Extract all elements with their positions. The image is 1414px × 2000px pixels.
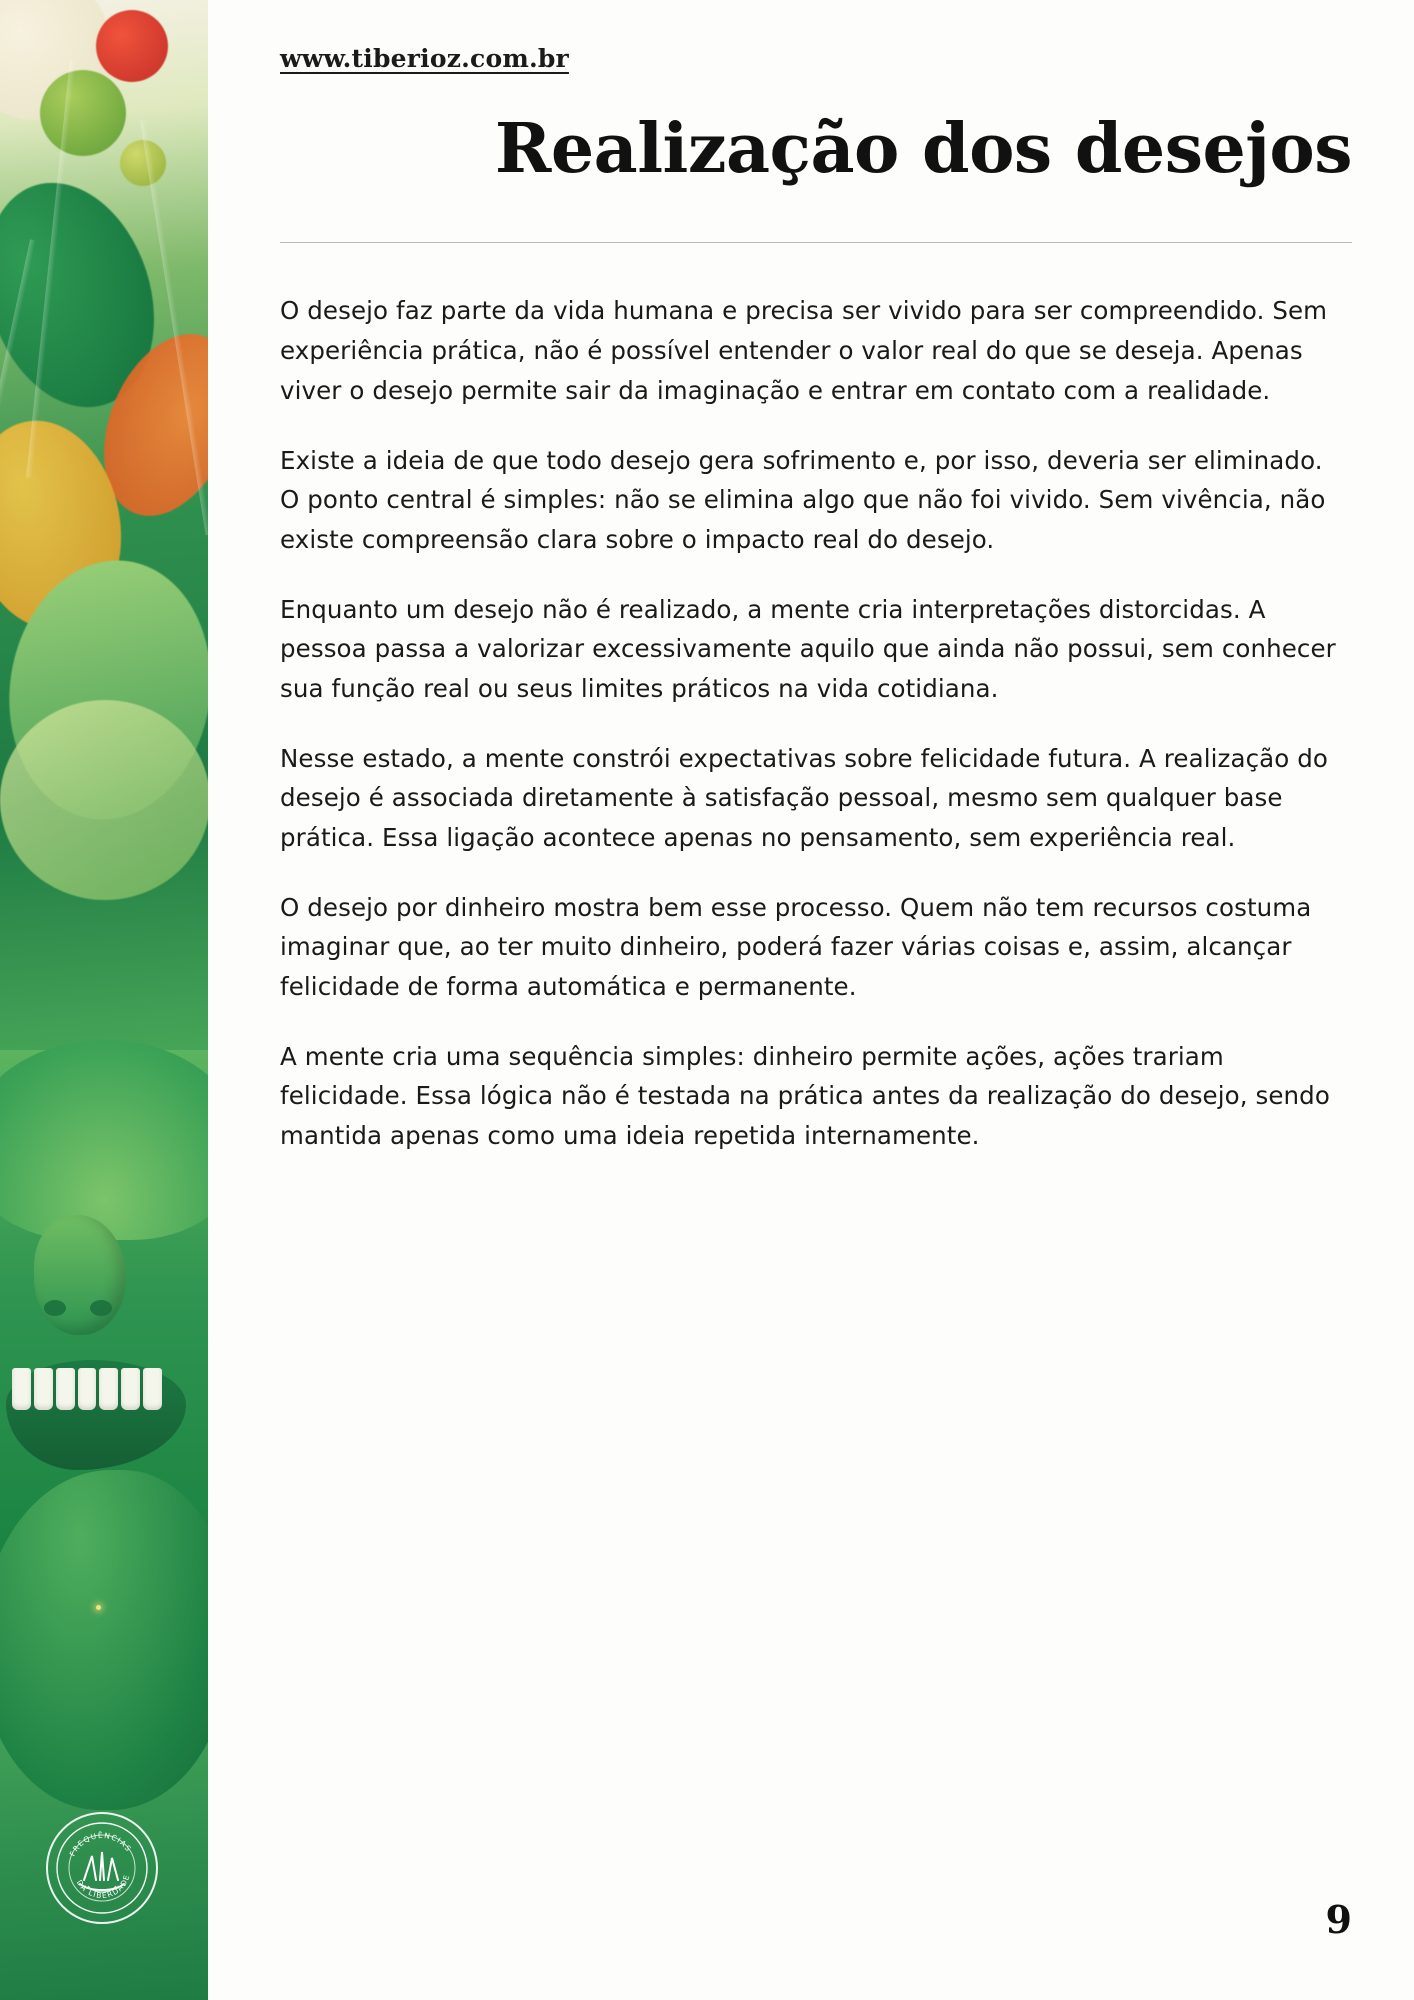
face-nostril-left: [44, 1300, 66, 1316]
decorative-bud: [120, 140, 166, 186]
article-body: [280, 291, 1352, 1155]
svg-text:FREQUÊNCIAS: FREQUÊNCIAS: [67, 1830, 134, 1858]
svg-text:DA LIBERDADE: DA LIBERDADE: [74, 1873, 132, 1901]
page-title: Realização dos desejos: [494, 109, 1352, 189]
paragraph: Nesse estado, a mente constrói expectativas sobre felicidade futura. A realização do desejo é associada diretamente à satisfação pessoal, mesmo sem qualquer base prática. Essa ligação acontece apenas no pensamento, sem experiência real.: [280, 743, 1328, 852]
face-teeth: [12, 1368, 162, 1410]
face-nostril-right: [90, 1300, 112, 1316]
face-chin: [0, 1470, 208, 1810]
paragraph: Enquanto um desejo não é realizado, a mente cria interpretações distorcidas. A pessoa passa a valorizar excessivamente aquilo que ainda não possui, sem conhecer sua função real ou seus limites práticos na vida cotidiana.: [280, 594, 1336, 703]
paragraph: Existe a ideia de que todo desejo gera sofrimento e, por isso, deveria ser eliminado. O ponto central é simples: não se elimina algo que não foi vivido. Sem vivência, não existe compreensão clara sobre o impacto real do desejo.: [280, 445, 1326, 554]
decorative-sparkle: [96, 1605, 101, 1610]
paragraph: O desejo por dinheiro mostra bem esse processo. Quem não tem recursos costuma imaginar que, ao ter muito dinheiro, poderá fazer várias coisas e, assim, alcançar felicidade de forma automática e permanente.: [280, 892, 1312, 1002]
decorative-flower-red: [96, 10, 168, 82]
paragraph: A mente cria uma sequência simples: dinheiro permite ações, ações trariam felicidade. Essa lógica não é testada na prática antes da realização do desejo, sendo mantida apenas como uma ideia repetida internamente.: [280, 1041, 1330, 1151]
face-nose: [34, 1215, 126, 1335]
face-forehead: [0, 1040, 208, 1240]
paragraph: O desejo faz parte da vida humana e precisa ser vivido para ser compreendido. Sem experiência prática, não é possível entender o valor real do que se deseja. Apenas viver o desejo permite sair da imaginação e entrar em contato com a realidade.: [280, 296, 1328, 405]
botanical-face-illustration: [0, 0, 208, 2000]
page-content: [208, 0, 1414, 2000]
title-divider: [280, 242, 1352, 243]
website-url-link[interactable]: www.tiberioz.com.br: [280, 44, 569, 73]
decorative-foliage-light: [0, 700, 208, 900]
decorative-fruit-green: [40, 70, 126, 156]
page-number: 9: [1325, 1897, 1352, 1942]
brand-logo: [46, 1812, 158, 1924]
